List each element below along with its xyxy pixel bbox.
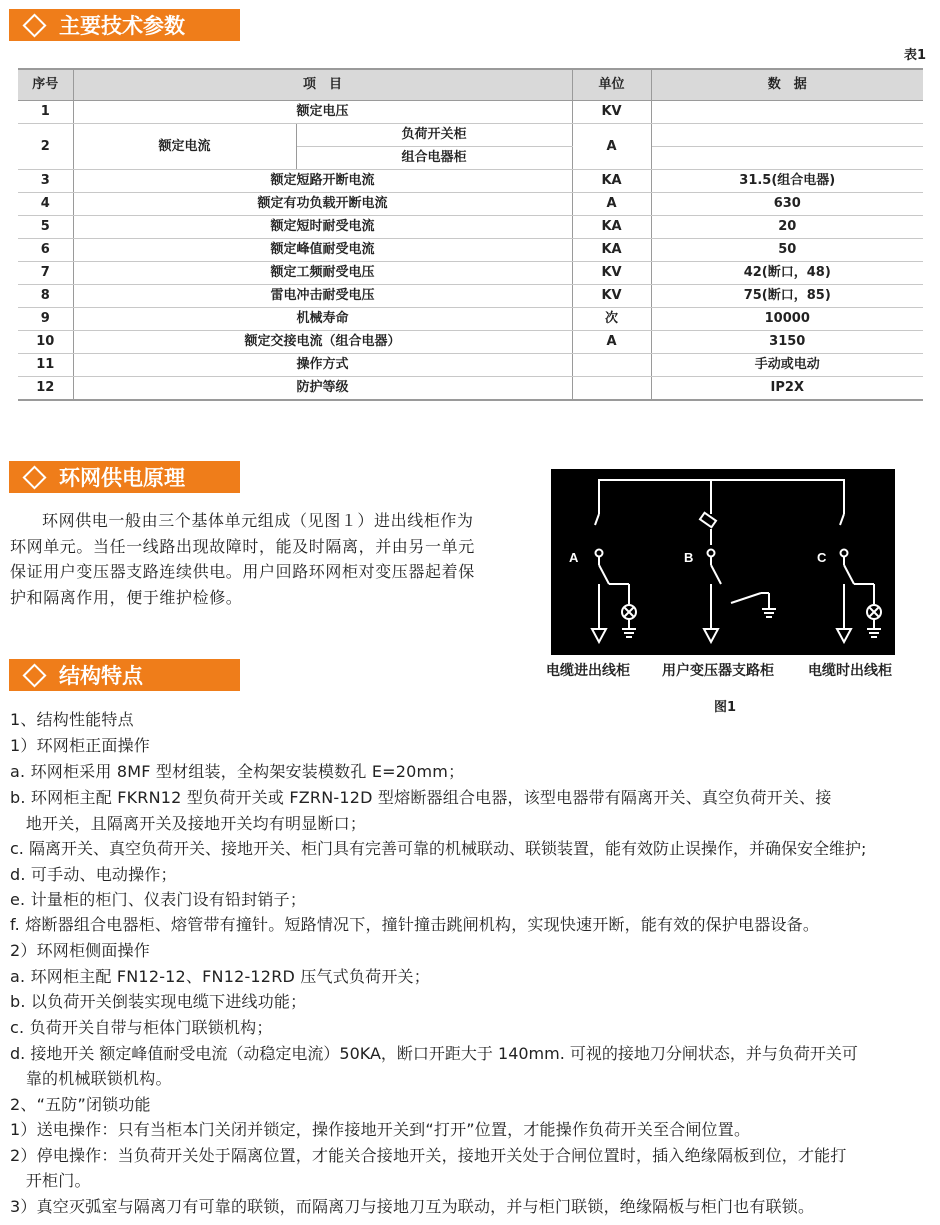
text-line: b. 以负荷开关倒装实现电缆下进线功能； (10, 992, 307, 1011)
cell-no: 9 (18, 308, 73, 331)
cell-value: 手动或电动 (651, 354, 923, 377)
section-banner-structure (9, 659, 240, 691)
cell-item: 防护等级 (73, 377, 572, 401)
text-line: d. 接地开关 额定峰值耐受电流（动稳定电流）50KA，断口开距大于 140mm. 可视的接地刀分闸状态，并与负荷开关可 (10, 1044, 858, 1063)
cell-unit: KA (572, 170, 651, 193)
section-banner-ring-principle (9, 461, 240, 493)
cell-value (651, 124, 923, 147)
table-row (18, 308, 923, 331)
cable-terminal-a (592, 629, 606, 642)
text-line: 2、“五防”闭锁功能 (10, 1095, 151, 1114)
unit-label-a: A (569, 550, 579, 565)
switch-blade-a (595, 514, 599, 525)
cell-unit: 次 (572, 308, 651, 331)
section-banner-parameters (9, 9, 240, 41)
contact-a (596, 550, 603, 557)
cell-value (651, 147, 923, 170)
cell-value: 3150 (651, 331, 923, 354)
cell-no: 6 (18, 239, 73, 262)
cell-unit: A (572, 193, 651, 216)
cable-terminal-b (704, 629, 718, 642)
load-switch-b (711, 565, 721, 584)
cell-item: 额定短时耐受电流 (73, 216, 572, 239)
cell-no: 7 (18, 262, 73, 285)
cell-no: 10 (18, 331, 73, 354)
cell-unit: KV (572, 101, 651, 124)
cell-no: 12 (18, 377, 73, 401)
cell-value: 10000 (651, 308, 923, 331)
header-data: 数 据 (651, 69, 923, 101)
cell-no: 4 (18, 193, 73, 216)
table-row (18, 354, 923, 377)
ring-principle-paragraph: 环网供电一般由三个基体单元组成（见图１）进出线柜作为环网单元。当任一线路出现故障时，能及时隔离，并由另一单元保证用户变压器支路连续供电。用户回路环网柜对变压器起着保护和隔离作用，便于维护检修。 (10, 511, 475, 607)
cell-value: 20 (651, 216, 923, 239)
text-line: e. 计量柜的柜门、仪表门设有铅封销子； (10, 890, 307, 909)
cell-unit (572, 354, 651, 377)
cell-item: 额定有功负载开断电流 (73, 193, 572, 216)
cell-no: 11 (18, 354, 73, 377)
table-row (18, 124, 923, 147)
diagram-caption-c: 电缆时出线柜 (808, 663, 892, 679)
cell-item: 额定短路开断电流 (73, 170, 572, 193)
cell-no: 3 (18, 170, 73, 193)
cell-unit: KA (572, 239, 651, 262)
diagram-caption-a: 电缆进出线柜 (546, 663, 630, 679)
table-row (18, 377, 923, 401)
fuse-b (700, 513, 716, 528)
cell-item: 操作方式 (73, 354, 572, 377)
diamond-icon (22, 13, 46, 37)
cell-unit: KV (572, 285, 651, 308)
cell-unit: KV (572, 262, 651, 285)
contact-b (708, 550, 715, 557)
circuit-schematic (551, 469, 895, 655)
cell-unit: KA (572, 216, 651, 239)
switch-blade-c (840, 514, 844, 525)
table-caption: 表1 (904, 48, 927, 63)
cell-no: 8 (18, 285, 73, 308)
cell-value: IP2X (651, 377, 923, 401)
section-title: 主要技术参数 (59, 13, 185, 38)
cell-no: 5 (18, 216, 73, 239)
text-line: c. 负荷开关自带与柜体门联锁机构； (10, 1018, 273, 1037)
table-row (18, 262, 923, 285)
figure-label: 图1 (714, 700, 737, 715)
cell-value: 75(断口，85) (651, 285, 923, 308)
table-row (18, 285, 923, 308)
section-title: 环网供电原理 (59, 465, 185, 490)
cell-value: 42(断口，48) (651, 262, 923, 285)
cell-value: 630 (651, 193, 923, 216)
section-title: 结构特点 (59, 663, 143, 688)
cell-no: 1 (18, 101, 73, 124)
header-item: 项 目 (73, 69, 572, 101)
ring-network-diagram (551, 469, 895, 655)
text-line: b. 环网柜主配 FKRN12 型负荷开关或 FZRN-12D 型熔断器组合电器，该型电器带有隔离开关、真空负荷开关、接 (10, 788, 832, 807)
unit-label-b: B (684, 550, 694, 565)
table-row (18, 170, 923, 193)
cell-item: 机械寿命 (73, 308, 572, 331)
diamond-icon (22, 465, 46, 489)
text-line: 2）停电操作：当负荷开关处于隔离位置，才能关合接地开关，接地开关处于合闸位置时，插入绝缘隔板到位，才能打 (10, 1146, 847, 1165)
cell-unit: A (572, 331, 651, 354)
cell-item: 额定峰值耐受电流 (73, 239, 572, 262)
diagram-caption-b: 用户变压器支路柜 (662, 663, 774, 679)
cable-terminal-c (837, 629, 851, 642)
text-line: a. 环网柜主配 FN12-12、FN12-12RD 压气式负荷开关； (10, 967, 430, 986)
cell-subitem: 组合电器柜 (296, 147, 572, 170)
text-line: 1）环网柜正面操作 (10, 736, 150, 755)
cell-subitem: 负荷开关柜 (296, 124, 572, 147)
cell-value: 31.5(组合电器) (651, 170, 923, 193)
cell-unit: A (572, 124, 651, 170)
cell-item: 额定交接电流（组合电器） (73, 331, 572, 354)
diamond-icon (22, 663, 46, 687)
table-row (18, 331, 923, 354)
table-row (18, 101, 923, 124)
cell-no: 2 (18, 124, 73, 170)
table-row (18, 239, 923, 262)
table-header-row (18, 69, 923, 101)
text-line: 地开关，且隔离开关及接地开关均有明显断口； (10, 814, 367, 833)
table-row (18, 193, 923, 216)
busbar-line (599, 480, 844, 514)
parameters-table (18, 68, 923, 401)
cell-item: 额定电压 (73, 101, 572, 124)
cell-item: 额定电流 (73, 124, 296, 170)
text-line: f. 熔断器组合电器柜、熔管带有撞针。短路情况下，撞针撞击跳闸机构，实现快速开断，能有效的保护电器设备。 (10, 915, 820, 934)
unit-label-c: C (817, 550, 827, 565)
cell-item: 雷电冲击耐受电压 (73, 285, 572, 308)
cell-item: 额定工频耐受电压 (73, 262, 572, 285)
table-row (18, 216, 923, 239)
earth-switch-b (731, 593, 761, 603)
contact-c (841, 550, 848, 557)
text-line: 靠的机械联锁机构。 (10, 1069, 172, 1088)
text-line: d. 可手动、电动操作； (10, 865, 177, 884)
text-line: 1、结构性能特点 (10, 710, 134, 729)
text-line: c. 隔离开关、真空负荷开关、接地开关、柜门具有完善可靠的机械联动、联锁装置，能有效防止误操作，并确保安全维护; (10, 839, 867, 858)
header-unit: 单位 (572, 69, 651, 101)
text-line: a. 环网柜采用 8MF 型材组装，全构架安装模数孔 E=20mm； (10, 762, 465, 781)
header-no: 序号 (18, 69, 73, 101)
text-line: 3）真空灭弧室与隔离刀有可靠的联锁，而隔离刀与接地刀互为联动，并与柜门联锁，绝缘隔板与柜门也有联锁。 (10, 1197, 815, 1216)
cell-unit (572, 377, 651, 401)
text-line: 1）送电操作：只有当柜本门关闭并锁定，操作接地开关到“打开”位置，才能操作负荷开关至合闸位置。 (10, 1120, 751, 1139)
text-line: 开柜门。 (10, 1171, 91, 1190)
load-switch-c (844, 565, 854, 584)
cell-value: 50 (651, 239, 923, 262)
text-line: 2）环网柜侧面操作 (10, 941, 150, 960)
load-switch-a (599, 565, 609, 584)
cell-value (651, 101, 923, 124)
